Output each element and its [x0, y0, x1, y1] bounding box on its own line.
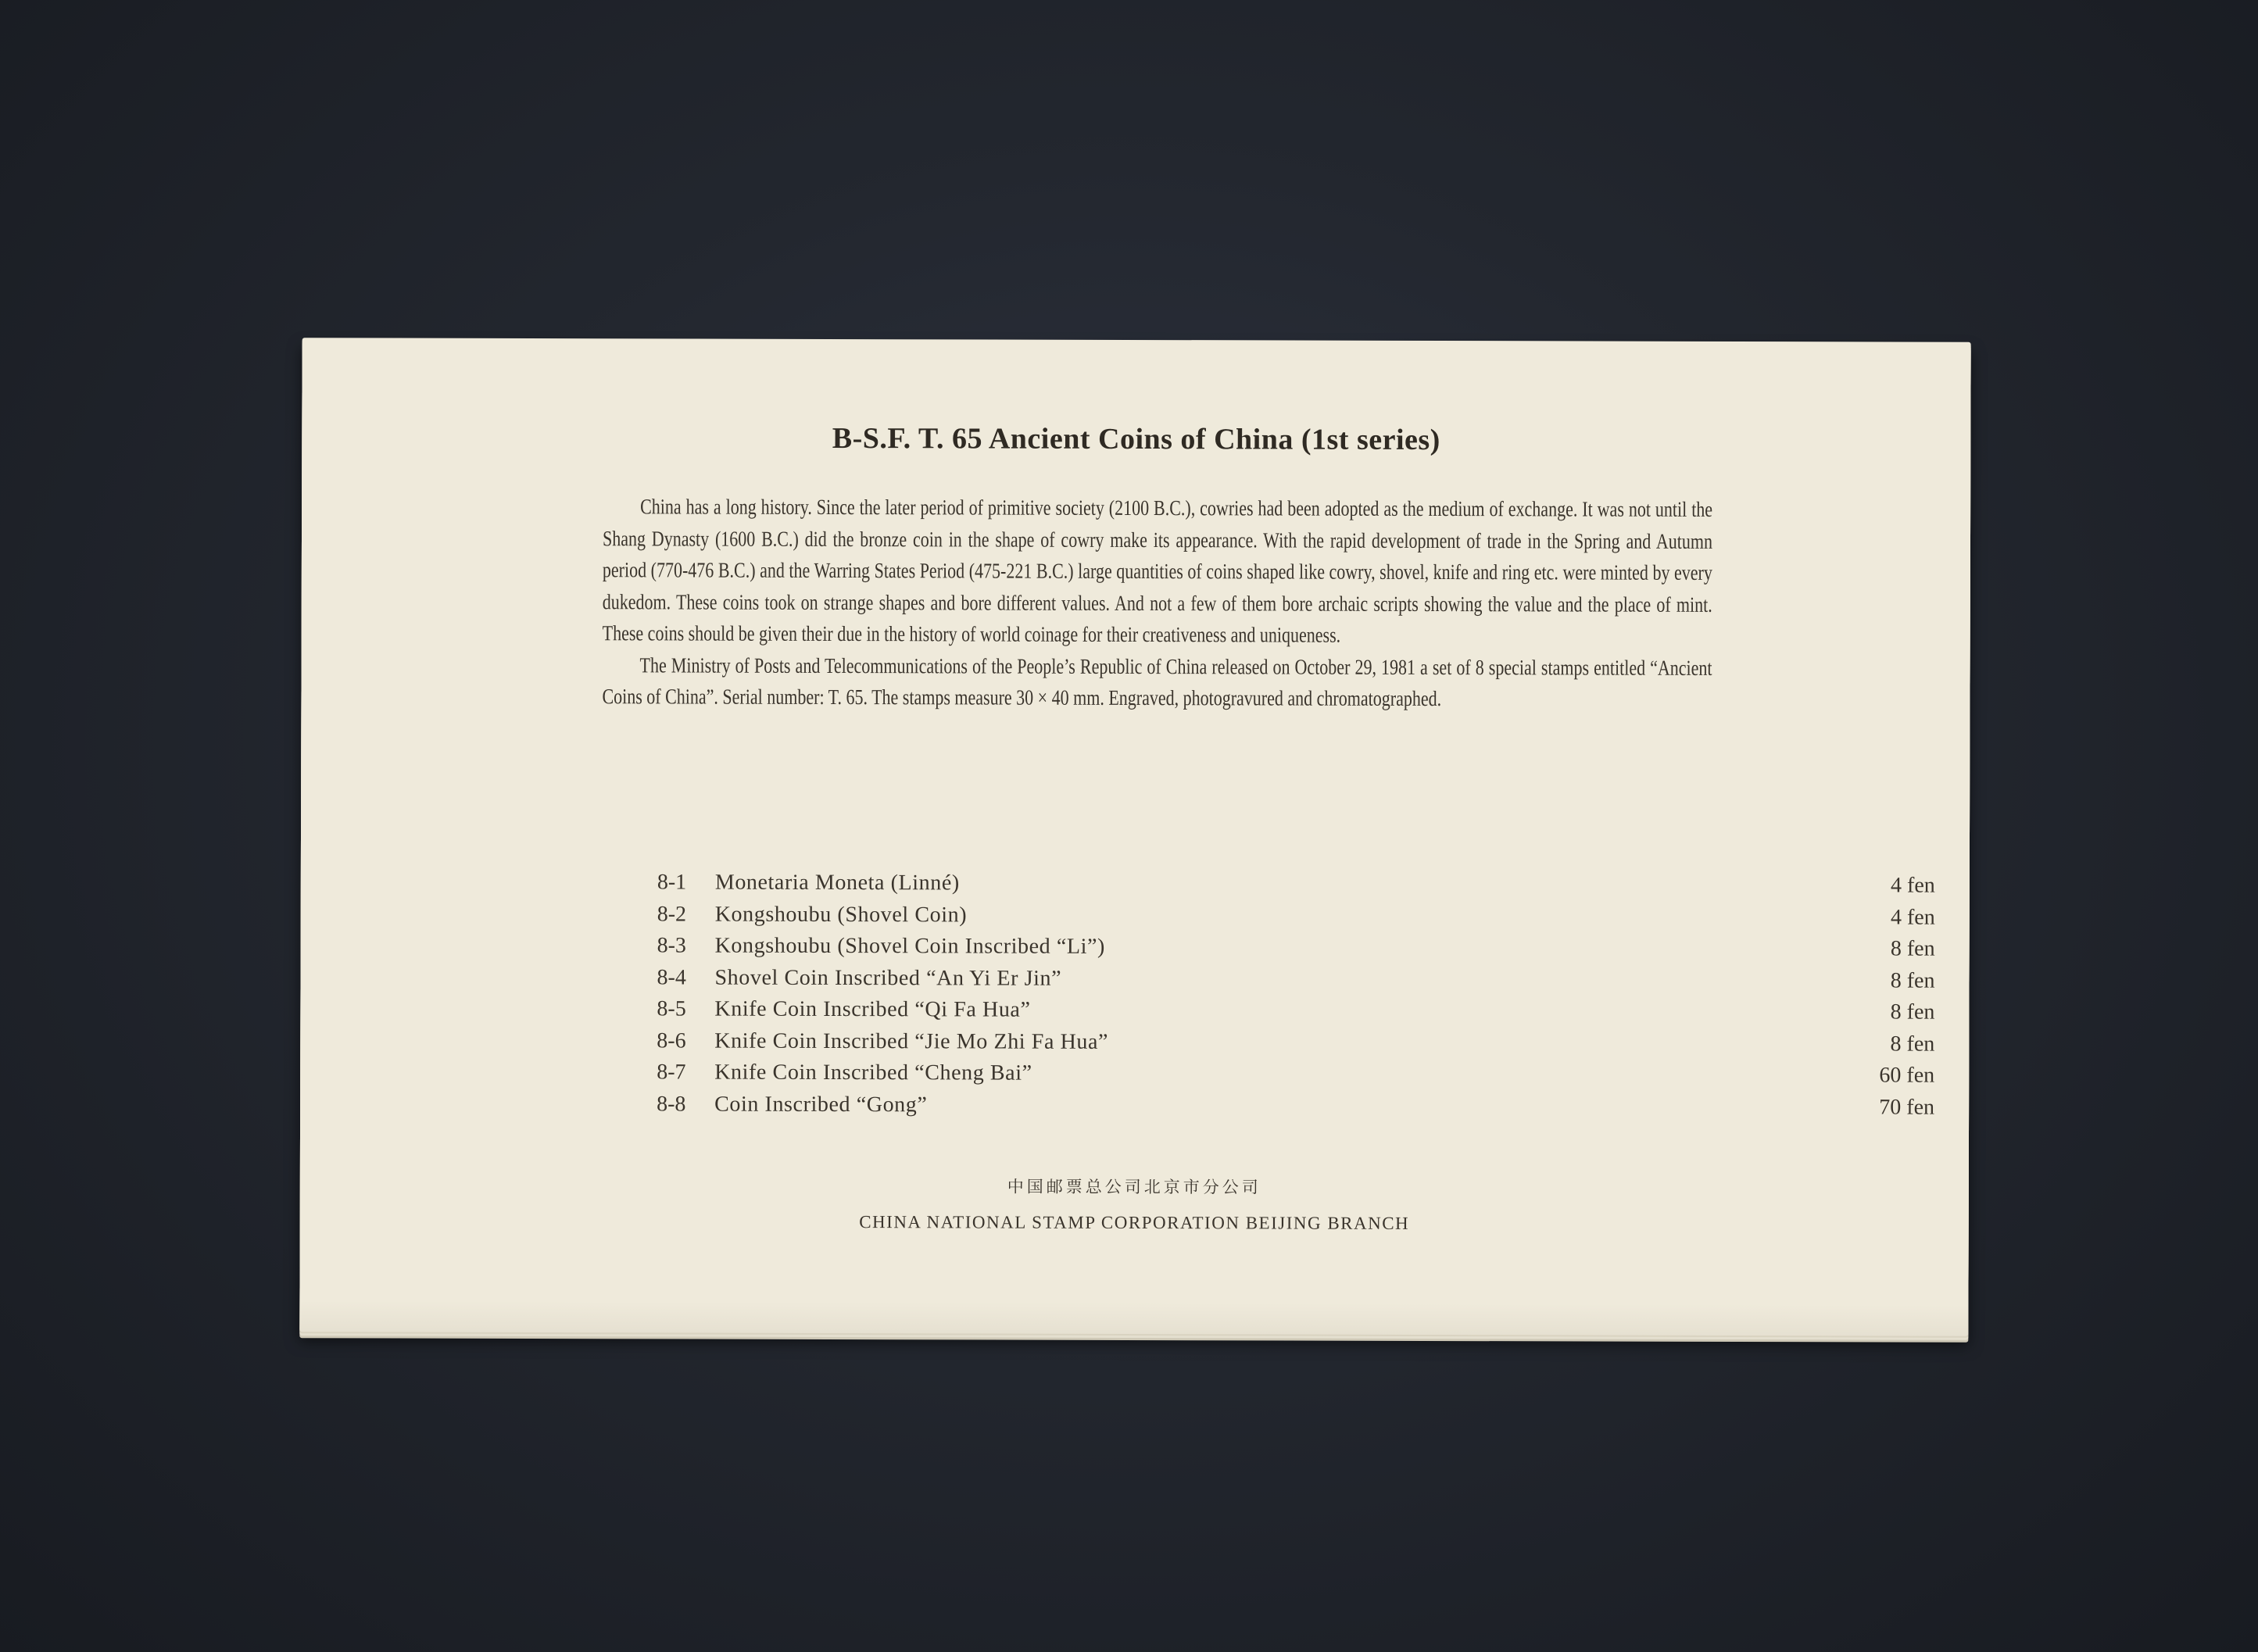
card-edge-shadow	[299, 1300, 1968, 1336]
stamp-name: Kongshoubu (Shovel Coin)	[714, 902, 968, 927]
history-paragraph: China has a long history. Since the later period of primitive society (2100 B.C.), cowries had been adopted as the medium of exchange. It was not until the Shang Dynasty (1600 B.C.) did the bronze coin in the shape of cowry make its appearance. With the rapid development of trade in the Spring and Autumn period (770-476 B.C.) and the Warring States Period (475-221 B.C.) large quantities of coins shaped like cowry, shovel, knife and ring etc. were minted by every dukedom. These coins took on strange shapes and bore different values. And not a few of them bore archaic scripts showing the value and the place of mint. These coins should be given their due in the history of world coinage for their creativeness and uniqueness.	[602, 494, 1713, 647]
list-item	[657, 867, 1951, 902]
stamp-number: 8-7	[657, 1060, 686, 1085]
document-title: B-S.F. T. 65 Ancient Coins of China (1st series)	[832, 421, 1440, 457]
stamp-number: 8-4	[657, 964, 686, 989]
list-item	[657, 930, 1951, 965]
stamp-value: 70 fen	[1879, 1094, 1935, 1120]
list-item	[657, 1025, 1950, 1060]
stamp-number: 8-1	[657, 870, 687, 895]
list-item	[657, 899, 1951, 934]
publisher-chinese: 中国邮票总公司北京市分公司	[1007, 1177, 1261, 1197]
stamp-number: 8-3	[657, 933, 687, 958]
stamp-number: 8-2	[657, 901, 687, 926]
stamp-number: 8-8	[657, 1091, 686, 1116]
stamp-name: Knife Coin Inscribed “Jie Mo Zhi Fa Hua”	[714, 1028, 1109, 1054]
stamp-value: 8 fen	[1890, 999, 1935, 1024]
description-text	[602, 491, 1712, 715]
stamp-value: 60 fen	[1879, 1063, 1935, 1088]
list-item	[657, 1089, 1950, 1124]
list-item	[657, 1057, 1950, 1092]
stamp-number: 8-6	[657, 1028, 686, 1053]
stamp-value: 8 fen	[1890, 968, 1935, 993]
stamp-name: Shovel Coin Inscribed “An Yi Er Jin”	[714, 965, 1062, 991]
stamp-value: 8 fen	[1890, 936, 1935, 961]
stamp-value: 8 fen	[1890, 1032, 1935, 1057]
stamp-name: Coin Inscribed “Gong”	[714, 1092, 928, 1117]
stamp-name: Kongshoubu (Shovel Coin Inscribed “Li”)	[714, 933, 1106, 959]
stamp-number: 8-5	[657, 996, 686, 1021]
list-item	[657, 993, 1950, 1028]
stamp-value: 4 fen	[1890, 905, 1935, 930]
stamp-name: Knife Coin Inscribed “Cheng Bai”	[714, 1060, 1032, 1085]
list-item	[657, 962, 1950, 997]
stamp-name: Monetaria Moneta (Linné)	[714, 870, 960, 896]
publisher-english: CHINA NATIONAL STAMP CORPORATION BEIJING BRANCH	[859, 1212, 1410, 1233]
stamp-value: 4 fen	[1891, 873, 1935, 898]
issue-paragraph: The Ministry of Posts and Telecommunications of the People’s Republic of China released on October 29, 1981 a set of 8 special stamps entitled “Ancient Coins of China”. Serial number: T. 65. The stamps measure 30 × 40 mm. Engraved, photogravured and chromatographed.	[602, 652, 1712, 711]
stamp-name: Knife Coin Inscribed “Qi Fa Hua”	[714, 996, 1031, 1022]
stamp-list	[657, 867, 1951, 1123]
stamp-folder-card	[299, 338, 1970, 1336]
